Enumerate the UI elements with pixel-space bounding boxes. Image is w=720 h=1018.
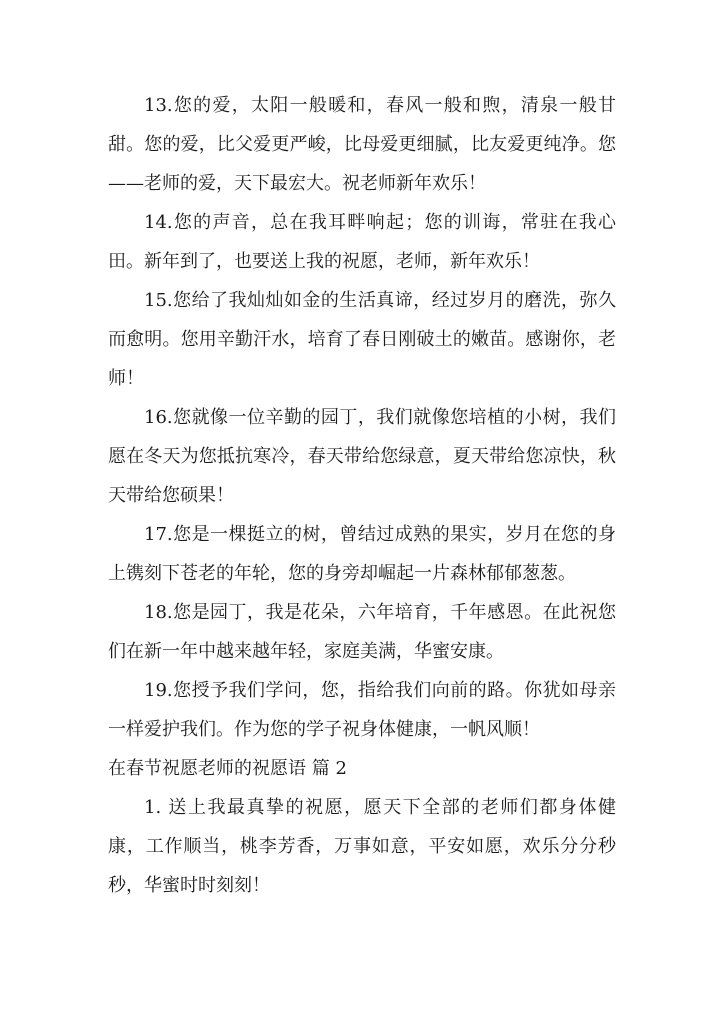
paragraph-16: 16.您就像一位辛勤的园丁，我们就像您培植的小树，我们愿在冬天为您抵抗寒冷，春天带给您绿意，夏天带给您凉快，秋天带给您硕果！	[108, 407, 616, 506]
section-paragraph-1: 1. 送上我最真挚的祝愿，愿天下全部的老师们都身体健康，工作顺当，桃李芳香，万事如意，平安如愿，欢乐分分秒秒，华蜜时时刻刻！	[108, 797, 616, 896]
section-heading: 在春节祝愿老师的祝愿语 篇 2	[108, 758, 347, 779]
paragraph-14: 14.您的声音，总在我耳畔响起；您的训诲，常驻在我心田。新年到了，也要送上我的祝愿，老师，新年欢乐！	[108, 212, 616, 272]
paragraph-19: 19.您授予我们学问，您，指给我们向前的路。你犹如母亲一样爱护我们。作为您的学子祝身体健康，一帆风顺！	[108, 680, 616, 740]
paragraph-13: 13.您的爱，太阳一般暖和，春风一般和煦，清泉一般甘甜。您的爱，比父爱更严峻，比母爱更细腻，比友爱更纯净。您——老师的爱，天下最宏大。祝老师新年欢乐！	[108, 95, 616, 194]
paragraph-15: 15.您给了我灿灿如金的生活真谛，经过岁月的磨洗，弥久而愈明。您用辛勤汗水，培育了春日刚破土的嫩苗。感谢你，老师！	[108, 290, 616, 389]
document-page	[108, 86, 616, 905]
paragraph-18: 18.您是园丁，我是花朵，六年培育，千年感恩。在此祝您们在新一年中越来越年轻，家庭美满，华蜜安康。	[108, 602, 616, 662]
paragraph-17: 17.您是一棵挺立的树，曾结过成熟的果实，岁月在您的身上镌刻下苍老的年轮，您的身旁却崛起一片森林郁郁葱葱。	[108, 524, 616, 584]
